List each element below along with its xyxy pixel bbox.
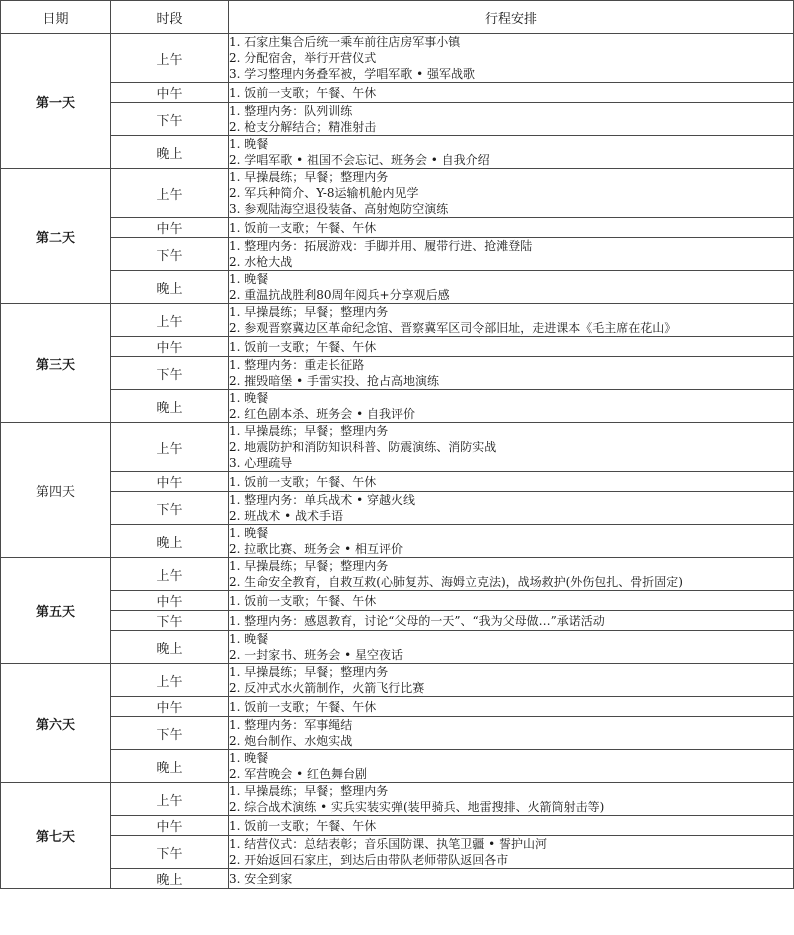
period-label: 中午 xyxy=(111,697,229,717)
table-row xyxy=(1,218,794,238)
activity-line: 1. 整理内务：感恩教育，讨论“父母的一天”、“我为父母做…”承诺活动 xyxy=(229,613,605,628)
table-row xyxy=(1,591,794,611)
activity-line: 2. 生命安全教育，自救互救(心肺复苏、海姆立克法)，战场救护(外伤包扎、骨折固定) xyxy=(229,575,683,589)
table-row xyxy=(1,492,794,525)
activity-cell xyxy=(229,750,794,783)
activity-line: 1. 饭前一支歌；午餐、午休 xyxy=(229,474,377,489)
period-label: 下午 xyxy=(111,357,229,390)
activity-line: 2. 参观晋察冀边区革命纪念馆、晋察冀军区司令部旧址，走进课本《毛主席在花山》 xyxy=(229,321,677,335)
period-label: 晚上 xyxy=(111,525,229,558)
activity-cell xyxy=(229,423,794,472)
activity-line: 1. 早操晨练；早餐；整理内务 xyxy=(229,784,389,798)
period-label: 晚上 xyxy=(111,271,229,304)
table-row xyxy=(1,836,794,869)
activity-cell xyxy=(229,304,794,337)
period-label: 下午 xyxy=(111,238,229,271)
period-label: 中午 xyxy=(111,83,229,103)
activity-line: 1. 晚餐 xyxy=(229,526,269,540)
activity-line: 2. 枪支分解结合；精准射击 xyxy=(229,120,377,134)
table-row xyxy=(1,423,794,472)
table-row xyxy=(1,869,794,889)
period-label: 上午 xyxy=(111,664,229,697)
activity-line: 1. 结营仪式：总结表彰；音乐国防课、执笔卫疆 • 誓护山河 xyxy=(229,837,547,851)
activity-line: 2. 重温抗战胜利80周年阅兵+分享观后感 xyxy=(229,288,450,302)
period-label: 中午 xyxy=(111,218,229,238)
activity-line: 1. 早操晨练；早餐；整理内务 xyxy=(229,665,389,679)
period-label: 晚上 xyxy=(111,869,229,889)
day-label: 第二天 xyxy=(1,169,111,304)
period-label: 晚上 xyxy=(111,390,229,423)
period-label: 上午 xyxy=(111,304,229,337)
activity-cell xyxy=(229,697,794,717)
table-row xyxy=(1,664,794,697)
activity-cell xyxy=(229,664,794,697)
activity-cell xyxy=(229,525,794,558)
table-row xyxy=(1,337,794,357)
activity-line: 2. 军兵种简介、Y-8运输机舱内见学 xyxy=(229,186,419,200)
activity-line: 1. 饭前一支歌；午餐、午休 xyxy=(229,593,377,608)
table-row xyxy=(1,357,794,390)
activity-cell xyxy=(229,816,794,836)
header-plan: 行程安排 xyxy=(229,1,794,34)
table-row xyxy=(1,271,794,304)
table-row xyxy=(1,103,794,136)
activity-line: 2. 分配宿舍，举行开营仪式 xyxy=(229,51,377,65)
period-label: 下午 xyxy=(111,717,229,750)
activity-cell xyxy=(229,103,794,136)
period-label: 上午 xyxy=(111,558,229,591)
day-label: 第四天 xyxy=(1,423,111,558)
table-row xyxy=(1,697,794,717)
activity-line: 1. 晚餐 xyxy=(229,632,269,646)
activity-line: 1. 饭前一支歌；午餐、午休 xyxy=(229,818,377,833)
activity-line: 1. 整理内务：重走长征路 xyxy=(229,358,365,372)
header-period: 时段 xyxy=(111,1,229,34)
table-row xyxy=(1,169,794,218)
table-row xyxy=(1,717,794,750)
table-row xyxy=(1,136,794,169)
activity-line: 1. 整理内务：拓展游戏：手脚并用、履带行进、抢滩登陆 xyxy=(229,239,533,253)
table-row xyxy=(1,525,794,558)
activity-line: 3. 安全到家 xyxy=(229,871,293,886)
activity-cell xyxy=(229,337,794,357)
activity-cell xyxy=(229,136,794,169)
activity-cell xyxy=(229,218,794,238)
period-label: 上午 xyxy=(111,423,229,472)
activity-cell xyxy=(229,238,794,271)
period-label: 晚上 xyxy=(111,631,229,664)
header-date: 日期 xyxy=(1,1,111,34)
table-row xyxy=(1,304,794,337)
table-row xyxy=(1,83,794,103)
activity-line: 2. 水枪大战 xyxy=(229,255,293,269)
period-label: 晚上 xyxy=(111,136,229,169)
activity-line: 2. 综合战术演练 • 实兵实装实弹(装甲骑兵、地雷搜排、火箭筒射击等) xyxy=(229,800,605,814)
period-label: 上午 xyxy=(111,783,229,816)
activity-cell xyxy=(229,611,794,631)
activity-line: 1. 晚餐 xyxy=(229,391,269,405)
activity-cell xyxy=(229,783,794,816)
table-row xyxy=(1,390,794,423)
activity-line: 1. 饭前一支歌；午餐、午休 xyxy=(229,220,377,235)
period-label: 下午 xyxy=(111,836,229,869)
day-label: 第七天 xyxy=(1,783,111,889)
activity-cell xyxy=(229,169,794,218)
activity-line: 1. 石家庄集合后统一乘车前往店房军事小镇 xyxy=(229,35,461,49)
activity-line: 2. 一封家书、班务会 • 星空夜话 xyxy=(229,648,403,662)
activity-cell xyxy=(229,869,794,889)
activity-cell xyxy=(229,390,794,423)
activity-line: 1. 晚餐 xyxy=(229,272,269,286)
activity-cell xyxy=(229,591,794,611)
activity-line: 1. 饭前一支歌；午餐、午休 xyxy=(229,339,377,354)
activity-line: 2. 开始返回石家庄，到达后由带队老师带队返回各市 xyxy=(229,853,509,867)
activity-line: 1. 整理内务：队列训练 xyxy=(229,104,353,118)
period-label: 中午 xyxy=(111,337,229,357)
period-label: 下午 xyxy=(111,103,229,136)
activity-line: 1. 早操晨练；早餐；整理内务 xyxy=(229,424,389,438)
activity-line: 3. 心理疏导 xyxy=(229,456,293,470)
activity-line: 2. 学唱军歌 • 祖国不会忘记、班务会 • 自我介绍 xyxy=(229,153,490,167)
period-label: 中午 xyxy=(111,591,229,611)
activity-line: 1. 早操晨练；早餐；整理内务 xyxy=(229,305,389,319)
activity-line: 1. 晚餐 xyxy=(229,137,269,151)
day-label: 第五天 xyxy=(1,558,111,664)
activity-cell xyxy=(229,83,794,103)
activity-line: 1. 饭前一支歌；午餐、午休 xyxy=(229,85,377,100)
table-row xyxy=(1,750,794,783)
activity-line: 3. 学习整理内务叠军被，学唱军歌 • 强军战歌 xyxy=(229,67,475,81)
activity-line: 2. 班战术 • 战术手语 xyxy=(229,509,343,523)
period-label: 上午 xyxy=(111,169,229,218)
table-row xyxy=(1,631,794,664)
activity-line: 1. 早操晨练；早餐；整理内务 xyxy=(229,559,389,573)
period-label: 下午 xyxy=(111,611,229,631)
activity-cell xyxy=(229,34,794,83)
day-label: 第一天 xyxy=(1,34,111,169)
table-row xyxy=(1,34,794,83)
period-label: 晚上 xyxy=(111,750,229,783)
day-label: 第六天 xyxy=(1,664,111,783)
activity-line: 1. 整理内务：军事绳结 xyxy=(229,718,353,732)
activity-line: 1. 整理内务：单兵战术 • 穿越火线 xyxy=(229,493,415,507)
activity-cell xyxy=(229,558,794,591)
itinerary-body xyxy=(1,34,794,889)
activity-cell xyxy=(229,271,794,304)
period-label: 下午 xyxy=(111,492,229,525)
table-row xyxy=(1,558,794,591)
period-label: 中午 xyxy=(111,472,229,492)
activity-line: 2. 红色剧本杀、班务会 • 自我评价 xyxy=(229,407,415,421)
activity-line: 2. 地震防护和消防知识科普、防震演练、消防实战 xyxy=(229,440,497,454)
activity-cell xyxy=(229,492,794,525)
activity-line: 2. 摧毁暗堡 • 手雷实投、抢占高地演练 xyxy=(229,374,439,388)
activity-line: 2. 反冲式水火箭制作，火箭飞行比赛 xyxy=(229,681,425,695)
activity-line: 2. 拉歌比赛、班务会 • 相互评价 xyxy=(229,542,403,556)
activity-line: 2. 炮台制作、水炮实战 xyxy=(229,734,353,748)
table-row xyxy=(1,783,794,816)
table-row xyxy=(1,238,794,271)
header-row xyxy=(1,1,794,34)
period-label: 中午 xyxy=(111,816,229,836)
activity-cell xyxy=(229,836,794,869)
activity-cell xyxy=(229,631,794,664)
activity-line: 2. 军营晚会 • 红色舞台剧 xyxy=(229,767,367,781)
table-row xyxy=(1,472,794,492)
activity-line: 1. 饭前一支歌；午餐、午休 xyxy=(229,699,377,714)
activity-cell xyxy=(229,717,794,750)
table-row xyxy=(1,816,794,836)
activity-line: 1. 晚餐 xyxy=(229,751,269,765)
day-label: 第三天 xyxy=(1,304,111,423)
period-label: 上午 xyxy=(111,34,229,83)
activity-line: 1. 早操晨练；早餐；整理内务 xyxy=(229,170,389,184)
activity-cell xyxy=(229,357,794,390)
activity-cell xyxy=(229,472,794,492)
table-row xyxy=(1,611,794,631)
activity-line: 3. 参观陆海空退役装备、高射炮防空演练 xyxy=(229,202,449,216)
